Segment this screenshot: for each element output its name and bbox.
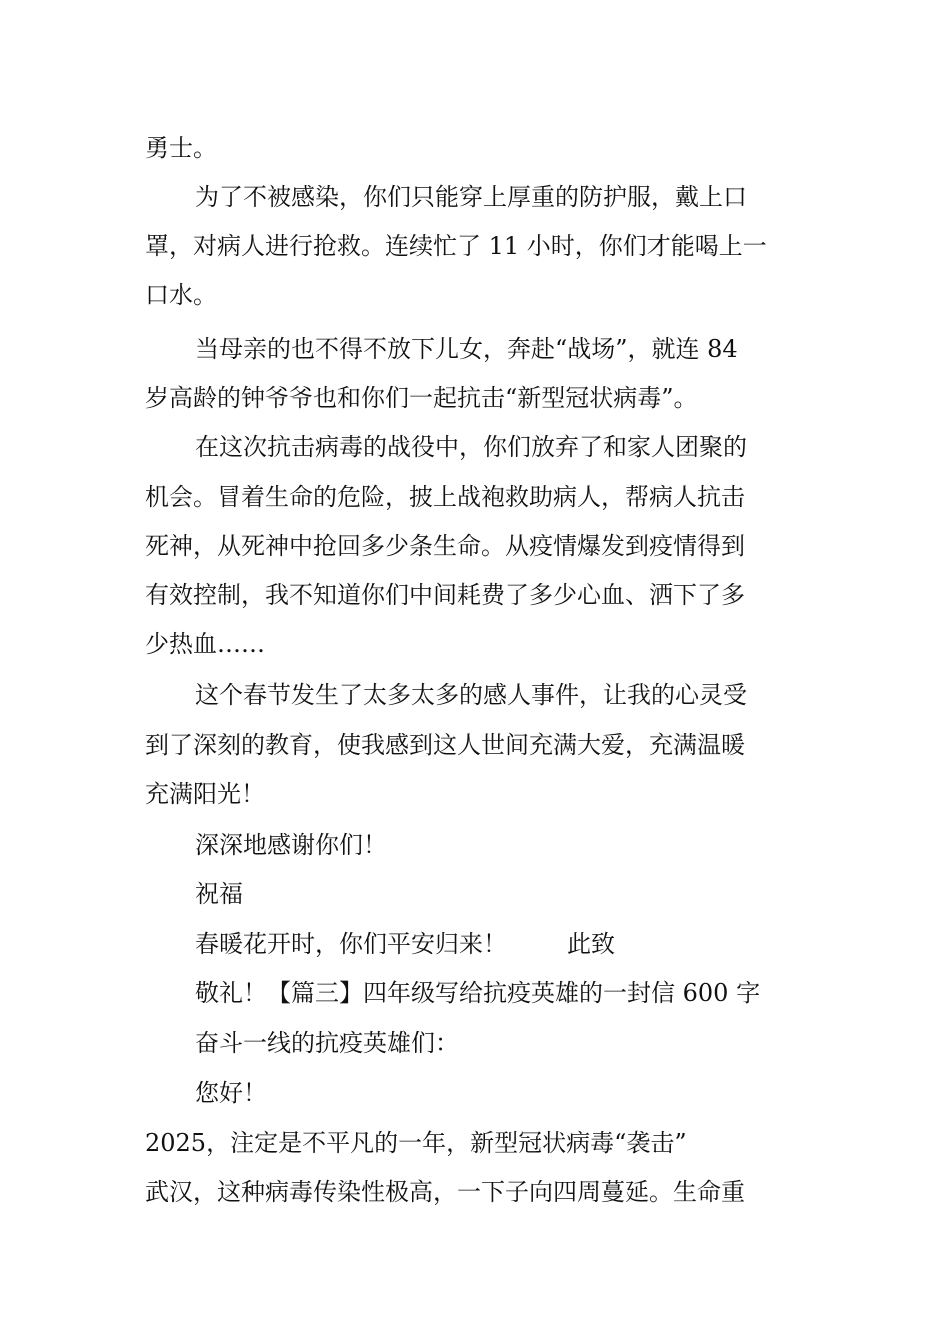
text-line: 敬礼！【篇三】四年级写给抗疫英雄的一封信 600 字 [195, 979, 761, 1007]
text-line: 充满阳光！ [145, 780, 265, 808]
text-line: 勇士。 [145, 134, 217, 162]
text-line: 祝福 [195, 880, 243, 908]
closing-salutation: 此致 [567, 930, 615, 958]
text-line: 岁高龄的钟爷爷也和你们一起抗击“新型冠状病毒”。 [145, 384, 698, 412]
text-line: 奋斗一线的抗疫英雄们： [195, 1029, 459, 1057]
text-line: 死神，从死神中抢回多少条生命。从疫情爆发到疫情得到 [145, 532, 745, 560]
text-line: 武汉，这种病毒传染性极高，一下子向四周蔓延。生命重 [145, 1178, 745, 1206]
text-line: 您好！ [195, 1079, 267, 1107]
text-line: 机会。冒着生命的危险，披上战袍救助病人，帮病人抗击 [145, 483, 745, 511]
text-line: 到了深刻的教育，使我感到这人世间充满大爱，充满温暖 [145, 731, 745, 759]
text-line [195, 928, 615, 960]
text-line: 罩，对病人进行抢救。连续忙了 11 小时，你们才能喝上一 [145, 232, 767, 260]
text-line: 2025，注定是不平凡的一年，新型冠状病毒“袭击” [145, 1129, 687, 1157]
text-line: 这个春节发生了太多太多的感人事件，让我的心灵受 [195, 681, 747, 709]
text-line: 少热血…… [145, 630, 265, 658]
text-line: 为了不被感染，你们只能穿上厚重的防护服，戴上口 [195, 183, 747, 211]
text-line: 深深地感谢你们！ [195, 831, 387, 859]
text-line: 口水。 [145, 281, 217, 309]
text-line: 在这次抗击病毒的战役中，你们放弃了和家人团聚的 [195, 433, 747, 461]
closing-wish: 春暖花开时，你们平安归来！ [195, 930, 507, 958]
text-line: 有效控制，我不知道你们中间耗费了多少心血、洒下了多 [145, 581, 745, 609]
text-line: 当母亲的也不得不放下儿女，奔赴“战场”，就连 84 [195, 335, 738, 363]
